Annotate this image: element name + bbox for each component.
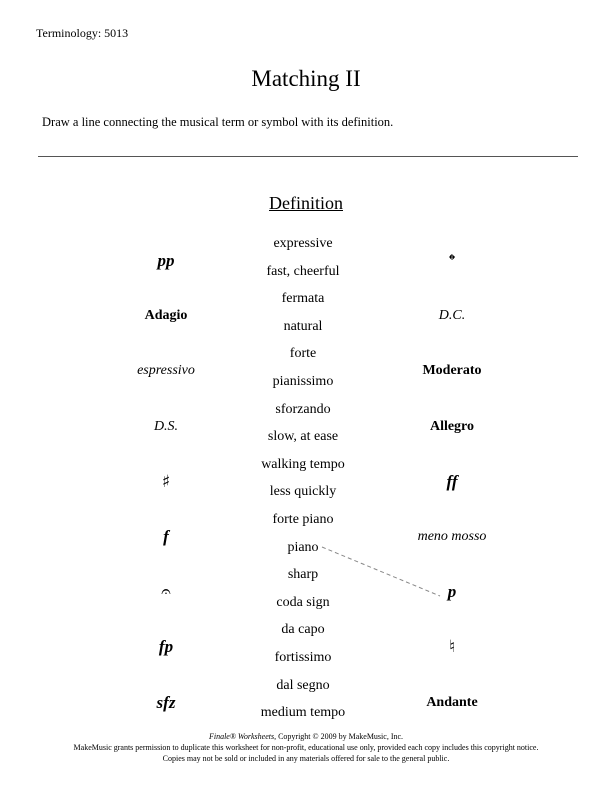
- left-term[interactable]: fp: [158, 637, 174, 657]
- left-term[interactable]: ♯: [161, 471, 171, 492]
- definition-item[interactable]: coda sign: [276, 594, 330, 610]
- definition-item[interactable]: forte piano: [272, 511, 334, 527]
- left-term[interactable]: 𝄐: [161, 582, 171, 603]
- definition-item[interactable]: fortissimo: [274, 649, 332, 665]
- page-title: Matching II: [251, 66, 361, 91]
- footer-copyright: [0, 732, 612, 741]
- definition-item[interactable]: fast, cheerful: [266, 263, 340, 279]
- definition-item[interactable]: da capo: [281, 622, 325, 638]
- footer-restriction: Copies may not be sold or included in any materials offered for sale to the general public.: [162, 754, 450, 763]
- left-term[interactable]: sfz: [156, 692, 176, 712]
- right-term[interactable]: Allegro: [429, 418, 475, 434]
- definition-item[interactable]: sharp: [287, 567, 319, 583]
- definition-item[interactable]: walking tempo: [261, 456, 345, 472]
- definition-item[interactable]: piano: [287, 539, 319, 555]
- left-term[interactable]: D.S.: [153, 418, 179, 434]
- right-term[interactable]: 𝄌: [449, 251, 455, 271]
- definition-item[interactable]: natural: [283, 318, 323, 334]
- right-term[interactable]: p: [447, 582, 457, 602]
- right-term[interactable]: Moderato: [422, 363, 482, 379]
- definition-item[interactable]: sforzando: [275, 401, 331, 417]
- left-term[interactable]: pp: [157, 251, 175, 270]
- definition-item[interactable]: expressive: [273, 236, 333, 251]
- right-term[interactable]: Andante: [426, 694, 478, 710]
- right-term[interactable]: D.C.: [438, 308, 466, 324]
- right-term[interactable]: ff: [446, 471, 458, 491]
- left-term[interactable]: Adagio: [144, 308, 188, 324]
- definition-item[interactable]: dal segno: [276, 677, 330, 693]
- worksheet-code: Terminology: 5013: [36, 26, 129, 40]
- left-term[interactable]: espressivo: [137, 363, 195, 379]
- definition-item[interactable]: less quickly: [269, 484, 337, 500]
- definition-item[interactable]: medium tempo: [260, 705, 346, 721]
- definition-item[interactable]: fermata: [281, 291, 325, 307]
- footer-product-name: Finale® Worksheets: [208, 732, 275, 741]
- definition-item[interactable]: forte: [289, 346, 317, 362]
- footer-copyright-text: , Copyright © 2009 by MakeMusic, Inc.: [274, 732, 404, 741]
- definition-item[interactable]: slow, at ease: [267, 429, 339, 445]
- definition-heading: Definition: [269, 193, 343, 213]
- footer-permission: MakeMusic grants permission to duplicate this worksheet for non-profit, educational use only, provided each copy includes this copyright notice.: [73, 743, 539, 752]
- instructions-text: Draw a line connecting the musical term or symbol with its definition.: [42, 115, 394, 129]
- right-term[interactable]: ♮: [448, 637, 456, 658]
- right-term[interactable]: meno mosso: [417, 528, 487, 544]
- definition-item[interactable]: pianissimo: [272, 373, 334, 389]
- left-term[interactable]: f: [163, 526, 169, 546]
